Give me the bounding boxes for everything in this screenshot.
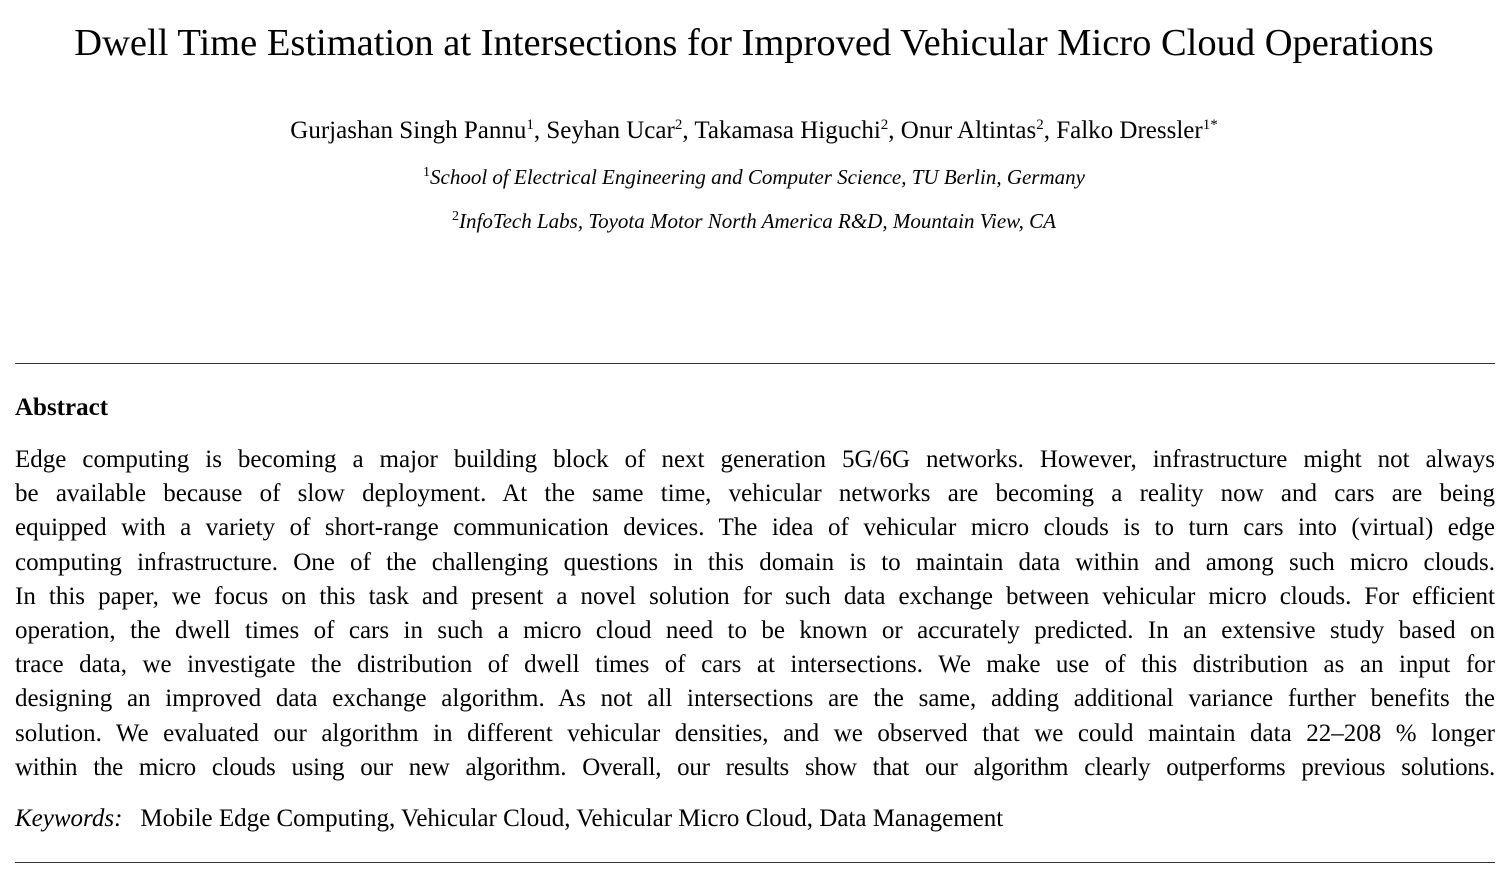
author-separator: , <box>682 117 695 144</box>
author-affiliation-mark: 2 <box>880 117 889 133</box>
abstract-heading: Abstract <box>15 394 109 421</box>
abstract-line: operation, the dwell times of cars in such a micro cloud need to be known or accurately predicted. In an extensive study based on <box>15 616 1495 644</box>
author-name: Seyhan Ucar <box>546 117 675 144</box>
abstract-line: solution. We evaluated our algorithm in different vehicular densities, and we observed that we could maintain data 22–208 % longer <box>15 719 1495 747</box>
affiliation-toyota <box>0 207 1508 235</box>
author-name: Onur Altintas <box>900 117 1037 144</box>
top-divider <box>15 363 1495 364</box>
abstract-line: designing an improved data exchange algorithm. As not all intersections are the same, adding additional variance further benefits the <box>15 685 1495 713</box>
abstract-line: be available because of slow deployment. At the same time, vehicular networks are becoming a reality now and cars are being <box>15 480 1495 508</box>
abstract-line: equipped with a variety of short-range communication devices. The idea of vehicular micro clouds is to turn cars into (virtual) edge <box>15 514 1495 542</box>
author-separator: , <box>1043 117 1057 144</box>
abstract-line: trace data, we investigate the distribution of dwell times of cars at intersections. We make use of this distribution as an input for <box>15 651 1495 679</box>
author-separator: , <box>888 117 901 144</box>
author-affiliation-mark: 1 <box>526 117 534 133</box>
bottom-divider <box>15 862 1495 863</box>
abstract-line: computing infrastructure. One of the challenging questions in this domain is to maintain data within and among such micro clouds. <box>15 548 1495 576</box>
author-name: Takamasa Higuchi <box>694 117 881 144</box>
paper-title: Dwell Time Estimation at Intersections for Improved Vehicular Micro Cloud Operations <box>74 22 1434 64</box>
affiliation-text: InfoTech Labs, Toyota Motor North America R&D, Mountain View, CA <box>459 209 1056 233</box>
author-separator: , <box>533 117 547 144</box>
author-affiliation-mark: 2 <box>1036 117 1044 133</box>
author-affiliation-mark: 2 <box>674 117 683 133</box>
author-name: Falko Dressler <box>1056 117 1203 144</box>
keywords-text: Mobile Edge Computing, Vehicular Cloud, Vehicular Micro Cloud, Data Management <box>140 805 1004 832</box>
keywords <box>15 802 1003 836</box>
affiliation-text: School of Electrical Engineering and Computer Science, TU Berlin, Germany <box>430 165 1085 189</box>
abstract-line: In this paper, we focus on this task and present a novel solution for such data exchange between vehicular micro clouds. For efficient <box>15 582 1495 610</box>
affiliation-mark: 1 <box>423 165 431 180</box>
abstract-body <box>15 443 1495 785</box>
keywords-label: Keywords: <box>15 805 123 832</box>
author-list <box>0 114 1508 148</box>
author-name: Gurjashan Singh Pannu <box>290 117 527 144</box>
abstract-line: within the micro clouds using our new algorithm. Overall, our results show that our algorithm clearly outperforms previous solutions. <box>15 753 1495 781</box>
abstract-line: Edge computing is becoming a major building block of next generation 5G/6G networks. However, infrastructure might not always <box>15 446 1495 473</box>
affiliation-mark: 2 <box>452 209 460 224</box>
affiliation-tu-berlin <box>0 163 1508 191</box>
author-affiliation-mark: 1* <box>1202 117 1218 133</box>
